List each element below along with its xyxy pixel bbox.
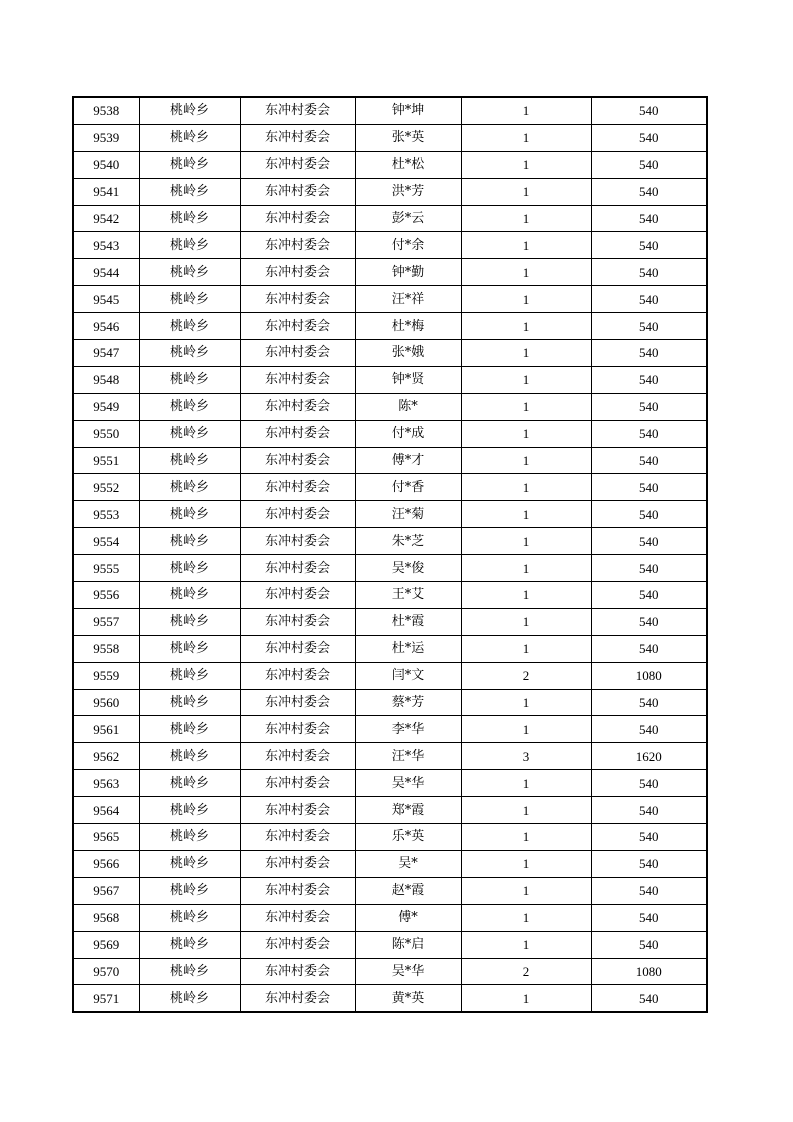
amount-cell: 540 (591, 716, 707, 743)
count-cell: 1 (461, 420, 591, 447)
record-number-cell: 9558 (73, 635, 139, 662)
count-cell: 1 (461, 286, 591, 313)
record-number-cell: 9548 (73, 366, 139, 393)
table-row (73, 904, 707, 931)
village-committee-cell: 东冲村委会 (240, 608, 355, 635)
count-cell: 1 (461, 340, 591, 367)
township-cell: 桃岭乡 (139, 985, 240, 1012)
count-cell: 1 (461, 985, 591, 1012)
village-committee-cell: 东冲村委会 (240, 635, 355, 662)
township-cell: 桃岭乡 (139, 474, 240, 501)
count-cell: 1 (461, 366, 591, 393)
township-cell: 桃岭乡 (139, 528, 240, 555)
amount-cell: 540 (591, 850, 707, 877)
table-row (73, 770, 707, 797)
township-cell: 桃岭乡 (139, 205, 240, 232)
count-cell: 1 (461, 474, 591, 501)
count-cell: 1 (461, 770, 591, 797)
village-committee-cell: 东冲村委会 (240, 474, 355, 501)
record-number-cell: 9567 (73, 877, 139, 904)
amount-cell: 540 (591, 555, 707, 582)
village-committee-cell: 东冲村委会 (240, 689, 355, 716)
table-row (73, 931, 707, 958)
record-number-cell: 9564 (73, 797, 139, 824)
township-cell: 桃岭乡 (139, 582, 240, 609)
amount-cell: 540 (591, 931, 707, 958)
township-cell: 桃岭乡 (139, 501, 240, 528)
count-cell: 1 (461, 232, 591, 259)
person-name-cell: 朱*芝 (355, 528, 461, 555)
township-cell: 桃岭乡 (139, 608, 240, 635)
count-cell: 3 (461, 743, 591, 770)
village-committee-cell: 东冲村委会 (240, 743, 355, 770)
person-name-cell: 汪*菊 (355, 501, 461, 528)
record-number-cell: 9542 (73, 205, 139, 232)
table-row (73, 743, 707, 770)
table-row (73, 635, 707, 662)
table-row (73, 420, 707, 447)
township-cell: 桃岭乡 (139, 824, 240, 851)
count-cell: 1 (461, 716, 591, 743)
record-number-cell: 9562 (73, 743, 139, 770)
village-committee-cell: 东冲村委会 (240, 528, 355, 555)
record-number-cell: 9556 (73, 582, 139, 609)
township-cell: 桃岭乡 (139, 447, 240, 474)
table-row (73, 582, 707, 609)
record-number-cell: 9553 (73, 501, 139, 528)
township-cell: 桃岭乡 (139, 313, 240, 340)
count-cell: 1 (461, 393, 591, 420)
person-name-cell: 傅*才 (355, 447, 461, 474)
count-cell: 1 (461, 124, 591, 151)
village-committee-cell: 东冲村委会 (240, 420, 355, 447)
township-cell: 桃岭乡 (139, 340, 240, 367)
village-committee-cell: 东冲村委会 (240, 770, 355, 797)
village-committee-cell: 东冲村委会 (240, 850, 355, 877)
table-row (73, 528, 707, 555)
person-name-cell: 黄*英 (355, 985, 461, 1012)
amount-cell: 540 (591, 393, 707, 420)
table-row (73, 447, 707, 474)
village-committee-cell: 东冲村委会 (240, 877, 355, 904)
amount-cell: 540 (591, 582, 707, 609)
township-cell: 桃岭乡 (139, 259, 240, 286)
amount-cell: 1080 (591, 958, 707, 985)
township-cell: 桃岭乡 (139, 689, 240, 716)
record-number-cell: 9541 (73, 178, 139, 205)
village-committee-cell: 东冲村委会 (240, 662, 355, 689)
record-number-cell: 9566 (73, 850, 139, 877)
amount-cell: 540 (591, 985, 707, 1012)
record-number-cell: 9544 (73, 259, 139, 286)
village-committee-cell: 东冲村委会 (240, 447, 355, 474)
village-committee-cell: 东冲村委会 (240, 797, 355, 824)
person-name-cell: 赵*霞 (355, 877, 461, 904)
township-cell: 桃岭乡 (139, 770, 240, 797)
township-cell: 桃岭乡 (139, 904, 240, 931)
person-name-cell: 付*余 (355, 232, 461, 259)
township-cell: 桃岭乡 (139, 931, 240, 958)
table-row (73, 608, 707, 635)
village-committee-cell: 东冲村委会 (240, 124, 355, 151)
person-name-cell: 傅* (355, 904, 461, 931)
amount-cell: 540 (591, 420, 707, 447)
amount-cell: 540 (591, 797, 707, 824)
count-cell: 2 (461, 662, 591, 689)
amount-cell: 540 (591, 474, 707, 501)
township-cell: 桃岭乡 (139, 958, 240, 985)
person-name-cell: 张*英 (355, 124, 461, 151)
village-committee-cell: 东冲村委会 (240, 151, 355, 178)
amount-cell: 540 (591, 178, 707, 205)
count-cell: 1 (461, 904, 591, 931)
table-row (73, 232, 707, 259)
count-cell: 1 (461, 824, 591, 851)
person-name-cell: 蔡*芳 (355, 689, 461, 716)
record-number-cell: 9551 (73, 447, 139, 474)
township-cell: 桃岭乡 (139, 743, 240, 770)
person-name-cell: 陈*启 (355, 931, 461, 958)
amount-cell: 1080 (591, 662, 707, 689)
amount-cell: 540 (591, 232, 707, 259)
township-cell: 桃岭乡 (139, 232, 240, 259)
village-committee-cell: 东冲村委会 (240, 985, 355, 1012)
record-number-cell: 9555 (73, 555, 139, 582)
village-committee-cell: 东冲村委会 (240, 555, 355, 582)
amount-cell: 540 (591, 528, 707, 555)
count-cell: 1 (461, 447, 591, 474)
count-cell: 1 (461, 178, 591, 205)
count-cell: 1 (461, 850, 591, 877)
township-cell: 桃岭乡 (139, 97, 240, 124)
amount-cell: 1620 (591, 743, 707, 770)
village-committee-cell: 东冲村委会 (240, 366, 355, 393)
record-number-cell: 9550 (73, 420, 139, 447)
table-row (73, 958, 707, 985)
township-cell: 桃岭乡 (139, 877, 240, 904)
township-cell: 桃岭乡 (139, 797, 240, 824)
person-name-cell: 王*艾 (355, 582, 461, 609)
village-committee-cell: 东冲村委会 (240, 313, 355, 340)
table-row (73, 555, 707, 582)
table-row (73, 340, 707, 367)
count-cell: 1 (461, 528, 591, 555)
table-row (73, 259, 707, 286)
amount-cell: 540 (591, 608, 707, 635)
count-cell: 1 (461, 555, 591, 582)
person-name-cell: 钟*贤 (355, 366, 461, 393)
count-cell: 1 (461, 635, 591, 662)
amount-cell: 540 (591, 151, 707, 178)
village-committee-cell: 东冲村委会 (240, 97, 355, 124)
count-cell: 2 (461, 958, 591, 985)
record-number-cell: 9539 (73, 124, 139, 151)
record-number-cell: 9538 (73, 97, 139, 124)
village-committee-cell: 东冲村委会 (240, 716, 355, 743)
table-row (73, 124, 707, 151)
township-cell: 桃岭乡 (139, 366, 240, 393)
person-name-cell: 杜*梅 (355, 313, 461, 340)
person-name-cell: 张*娥 (355, 340, 461, 367)
count-cell: 1 (461, 501, 591, 528)
table-row (73, 286, 707, 313)
record-number-cell: 9568 (73, 904, 139, 931)
person-name-cell: 钟*勤 (355, 259, 461, 286)
table-row (73, 985, 707, 1012)
count-cell: 1 (461, 797, 591, 824)
data-table (72, 96, 708, 1013)
person-name-cell: 吴*华 (355, 958, 461, 985)
amount-cell: 540 (591, 501, 707, 528)
table-row (73, 313, 707, 340)
village-committee-cell: 东冲村委会 (240, 286, 355, 313)
amount-cell: 540 (591, 447, 707, 474)
count-cell: 1 (461, 582, 591, 609)
table-row (73, 716, 707, 743)
person-name-cell: 乐*英 (355, 824, 461, 851)
table-row (73, 393, 707, 420)
township-cell: 桃岭乡 (139, 286, 240, 313)
person-name-cell: 洪*芳 (355, 178, 461, 205)
amount-cell: 540 (591, 124, 707, 151)
count-cell: 1 (461, 877, 591, 904)
count-cell: 1 (461, 97, 591, 124)
person-name-cell: 闫*文 (355, 662, 461, 689)
person-name-cell: 杜*霞 (355, 608, 461, 635)
person-name-cell: 吴*俊 (355, 555, 461, 582)
record-number-cell: 9543 (73, 232, 139, 259)
table-row (73, 850, 707, 877)
count-cell: 1 (461, 931, 591, 958)
amount-cell: 540 (591, 635, 707, 662)
village-committee-cell: 东冲村委会 (240, 501, 355, 528)
township-cell: 桃岭乡 (139, 850, 240, 877)
record-number-cell: 9554 (73, 528, 139, 555)
table-row (73, 501, 707, 528)
person-name-cell: 吴* (355, 850, 461, 877)
township-cell: 桃岭乡 (139, 393, 240, 420)
township-cell: 桃岭乡 (139, 662, 240, 689)
person-name-cell: 付*香 (355, 474, 461, 501)
count-cell: 1 (461, 151, 591, 178)
record-number-cell: 9557 (73, 608, 139, 635)
amount-cell: 540 (591, 286, 707, 313)
township-cell: 桃岭乡 (139, 555, 240, 582)
person-name-cell: 杜*松 (355, 151, 461, 178)
table-row (73, 178, 707, 205)
township-cell: 桃岭乡 (139, 151, 240, 178)
amount-cell: 540 (591, 366, 707, 393)
record-number-cell: 9546 (73, 313, 139, 340)
count-cell: 1 (461, 259, 591, 286)
amount-cell: 540 (591, 689, 707, 716)
person-name-cell: 彭*云 (355, 205, 461, 232)
person-name-cell: 付*成 (355, 420, 461, 447)
record-number-cell: 9561 (73, 716, 139, 743)
record-number-cell: 9563 (73, 770, 139, 797)
amount-cell: 540 (591, 97, 707, 124)
village-committee-cell: 东冲村委会 (240, 931, 355, 958)
record-number-cell: 9571 (73, 985, 139, 1012)
table-row (73, 689, 707, 716)
record-number-cell: 9549 (73, 393, 139, 420)
village-committee-cell: 东冲村委会 (240, 340, 355, 367)
table-row (73, 205, 707, 232)
record-number-cell: 9540 (73, 151, 139, 178)
person-name-cell: 吴*华 (355, 770, 461, 797)
table-row (73, 151, 707, 178)
amount-cell: 540 (591, 824, 707, 851)
person-name-cell: 李*华 (355, 716, 461, 743)
record-number-cell: 9552 (73, 474, 139, 501)
township-cell: 桃岭乡 (139, 420, 240, 447)
person-name-cell: 杜*运 (355, 635, 461, 662)
table-row (73, 366, 707, 393)
count-cell: 1 (461, 608, 591, 635)
table-row (73, 824, 707, 851)
table-row (73, 662, 707, 689)
record-number-cell: 9545 (73, 286, 139, 313)
village-committee-cell: 东冲村委会 (240, 824, 355, 851)
village-committee-cell: 东冲村委会 (240, 958, 355, 985)
count-cell: 1 (461, 205, 591, 232)
amount-cell: 540 (591, 877, 707, 904)
table-row (73, 474, 707, 501)
person-name-cell: 郑*霞 (355, 797, 461, 824)
village-committee-cell: 东冲村委会 (240, 178, 355, 205)
person-name-cell: 钟*坤 (355, 97, 461, 124)
person-name-cell: 陈* (355, 393, 461, 420)
count-cell: 1 (461, 689, 591, 716)
table-row (73, 97, 707, 124)
amount-cell: 540 (591, 770, 707, 797)
township-cell: 桃岭乡 (139, 716, 240, 743)
table-row (73, 877, 707, 904)
village-committee-cell: 东冲村委会 (240, 259, 355, 286)
record-number-cell: 9559 (73, 662, 139, 689)
record-number-cell: 9547 (73, 340, 139, 367)
village-committee-cell: 东冲村委会 (240, 205, 355, 232)
amount-cell: 540 (591, 259, 707, 286)
township-cell: 桃岭乡 (139, 635, 240, 662)
record-number-cell: 9569 (73, 931, 139, 958)
record-number-cell: 9560 (73, 689, 139, 716)
record-number-cell: 9570 (73, 958, 139, 985)
record-number-cell: 9565 (73, 824, 139, 851)
person-name-cell: 汪*祥 (355, 286, 461, 313)
township-cell: 桃岭乡 (139, 124, 240, 151)
village-committee-cell: 东冲村委会 (240, 904, 355, 931)
table-body (73, 97, 707, 1012)
table-row (73, 797, 707, 824)
amount-cell: 540 (591, 313, 707, 340)
amount-cell: 540 (591, 340, 707, 367)
amount-cell: 540 (591, 904, 707, 931)
amount-cell: 540 (591, 205, 707, 232)
village-committee-cell: 东冲村委会 (240, 393, 355, 420)
village-committee-cell: 东冲村委会 (240, 582, 355, 609)
count-cell: 1 (461, 313, 591, 340)
village-committee-cell: 东冲村委会 (240, 232, 355, 259)
person-name-cell: 汪*华 (355, 743, 461, 770)
township-cell: 桃岭乡 (139, 178, 240, 205)
